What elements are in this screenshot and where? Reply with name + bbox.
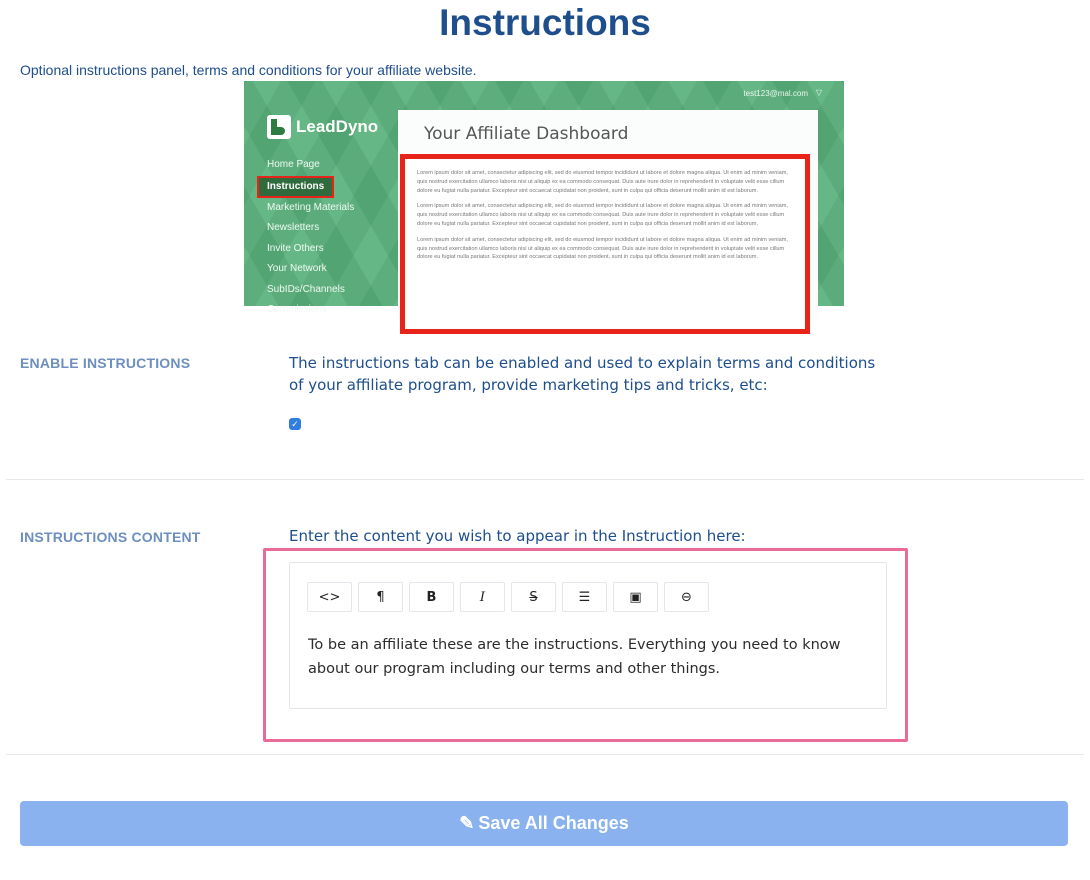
edit-icon: ✎ [459, 813, 475, 833]
enable-instructions-description: The instructions tab can be enabled and used to explain terms and conditions of your affiliate program, provide marketing tips and tricks, etc: [289, 354, 876, 394]
preview-nav-item: Newsletters [267, 222, 320, 233]
bold-icon: B [426, 589, 437, 605]
preview-nav-item: Commissions [267, 304, 328, 315]
image-button[interactable] [613, 582, 658, 612]
link-button[interactable] [664, 582, 709, 612]
editor-toolbar [307, 582, 715, 612]
section-divider [6, 479, 1084, 480]
rich-text-editor[interactable] [289, 562, 887, 709]
dashboard-preview-image [244, 81, 844, 315]
bold-button[interactable] [409, 582, 454, 612]
preview-dashboard-title: Your Affiliate Dashboard [424, 124, 629, 144]
enable-instructions-checkbox[interactable] [289, 418, 301, 430]
preview-email: test123@mal.com [743, 89, 808, 98]
paragraph-icon: ¶ [376, 589, 385, 605]
intro-text: Optional instructions panel, terms and conditions for your affiliate website. [20, 62, 477, 78]
instructions-content-label: INSTRUCTIONS CONTENT [20, 529, 201, 545]
list-button[interactable] [562, 582, 607, 612]
checkmark-icon: ✓ [291, 419, 299, 429]
leaddyno-logo-text: LeadDyno [296, 117, 379, 136]
list-icon: ☰ [578, 589, 591, 605]
preview-nav-item-active: Instructions [257, 176, 334, 198]
leaddyno-logo-icon [267, 115, 291, 139]
page-title: Instructions [439, 2, 651, 43]
section-divider [6, 754, 1084, 755]
preview-paragraph: Lorem ipsum dolor sit amet, consectetur adipiscing elit, sed do eiusmod tempor incididunt ut labore et dolore magna aliqua. Ut enim ad minim veniam, quis nostrud exercitation ullamco laboris nisi ut aliquip ex ea commodo consequat. Duis aute irure dolor in reprehenderit in voluptate velit esse cillum dolore eu fugiat nulla pariatur. Excepteur sint occaecat cupidatat non proident, sunt in culpa qui officia deserunt mollit anim id est laborum. [417, 203, 788, 227]
preview-paragraph: Lorem ipsum dolor sit amet, consectetur adipiscing elit, sed do eiusmod tempor incididunt ut labore et dolore magna aliqua. Ut enim ad minim veniam, quis nostrud exercitation ullamco laboris nisi ut aliquip ex ea commodo consequat. Duis aute irure dolor in reprehenderit in voluptate velit esse cillum dolore eu fugiat nulla pariatur. Excepteur sint occaecat cupidatat non proident, sunt in culpa qui officia deserunt mollit anim id est laborum. [417, 236, 788, 261]
code-icon: <> [318, 589, 341, 605]
image-icon: ▣ [629, 589, 642, 605]
strikethrough-button[interactable] [511, 582, 556, 612]
preview-nav-item: Home Page [267, 159, 320, 170]
preview-paragraph: Lorem ipsum dolor sit amet, consectetur adipiscing elit, sed do eiusmod tempor incididunt ut labore et dolore magna aliqua. Ut enim ad minim veniam, quis nostrud exercitation ullamco laboris nisi ut aliquip ex ea commodo consequat. Duis aute irure dolor in reprehenderit in voluptate velit esse cillum dolore eu fugiat nulla pariatur. Excepteur sint occaecat cupidatat non proident, sunt in culpa qui officia deserunt mollit anim id est laborum. [417, 170, 788, 194]
preview-instructions-content [400, 154, 810, 334]
chevron-down-icon: ▽ [815, 88, 822, 97]
editor-content-text[interactable]: To be an affiliate these are the instructions. Everything you need to know about our program including our terms and other things. [308, 637, 841, 677]
italic-icon: I [479, 589, 486, 605]
preview-nav-item: Invite Others [267, 242, 324, 254]
enable-instructions-label: ENABLE INSTRUCTIONS [20, 355, 191, 371]
preview-dashboard-panel [398, 110, 818, 320]
leaddyno-logo [267, 115, 378, 139]
preview-nav-item: Your Network [267, 263, 327, 274]
italic-button[interactable] [460, 582, 505, 612]
save-all-changes-button[interactable] [20, 801, 1068, 846]
code-view-button[interactable] [307, 582, 352, 612]
preview-nav-item: SubIDs/Channels [267, 283, 345, 295]
instructions-content-description: Enter the content you wish to appear in the Instruction here: [289, 527, 746, 545]
strikethrough-icon: S [529, 589, 538, 605]
preview-nav [267, 155, 354, 321]
preview-nav-item: Marketing Materials [267, 201, 355, 213]
paragraph-button[interactable] [358, 582, 403, 612]
link-icon: ⊖ [681, 589, 692, 605]
save-button-label: Save All Changes [478, 813, 629, 833]
